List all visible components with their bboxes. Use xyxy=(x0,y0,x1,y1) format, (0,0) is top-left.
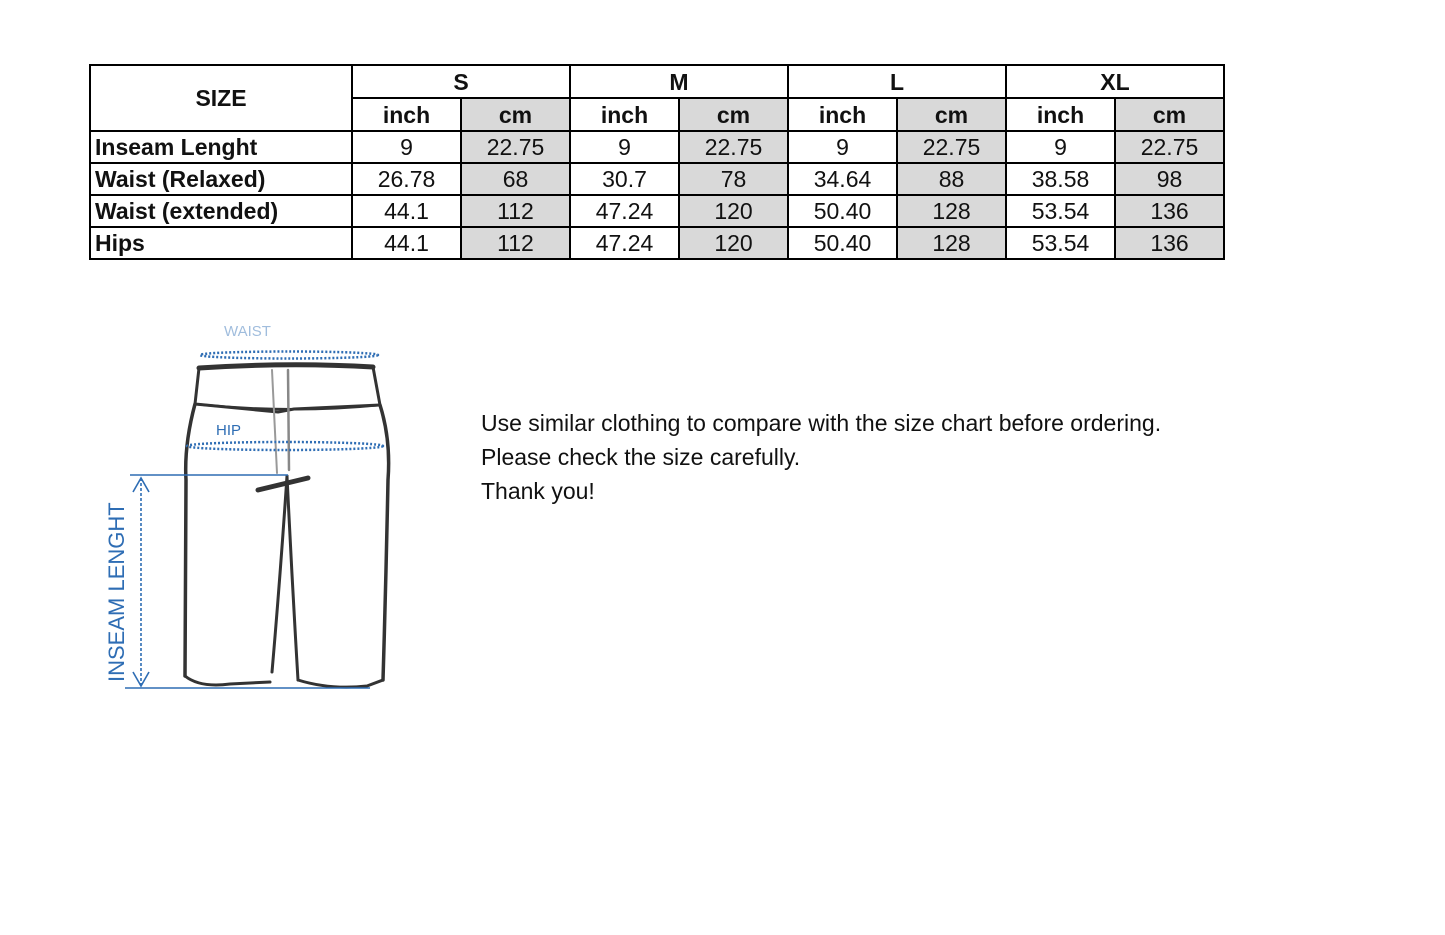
table-cell: 9 xyxy=(352,131,461,163)
table-cell: 53.54 xyxy=(1006,227,1115,259)
table-cell: 9 xyxy=(1006,131,1115,163)
table-cell: 50.40 xyxy=(788,227,897,259)
size-header-m: M xyxy=(570,65,788,98)
size-header-l: L xyxy=(788,65,1006,98)
table-cell: 22.75 xyxy=(897,131,1006,163)
table-cell: 88 xyxy=(897,163,1006,195)
table-cell: 38.58 xyxy=(1006,163,1115,195)
table-row xyxy=(90,227,1224,259)
size-header-s: S xyxy=(352,65,570,98)
table-cell: 112 xyxy=(461,227,570,259)
shorts-outline xyxy=(185,365,389,687)
table-cell: 128 xyxy=(897,227,1006,259)
table-cell: 44.1 xyxy=(352,195,461,227)
table-cell: 112 xyxy=(461,195,570,227)
inseam-label: INSEAM LENGHT xyxy=(104,502,129,682)
note-line-thanks: Thank you! xyxy=(481,478,595,504)
unit-header-inch: inch xyxy=(570,98,679,131)
row-label-waist-extended: Waist (extended) xyxy=(90,195,352,227)
hip-measure-ellipse xyxy=(187,442,383,450)
shorts-measurement-diagram xyxy=(95,300,435,700)
table-cell: 53.54 xyxy=(1006,195,1115,227)
unit-header-cm: cm xyxy=(1115,98,1224,131)
unit-header-cm: cm xyxy=(897,98,1006,131)
hip-label: HIP xyxy=(216,422,242,439)
size-table-body xyxy=(90,131,1224,259)
table-cell: 47.24 xyxy=(570,195,679,227)
note-line-compare: Use similar clothing to compare with the size chart before ordering. xyxy=(481,410,1162,436)
size-chart-table xyxy=(89,64,1225,260)
table-row xyxy=(90,195,1224,227)
table-cell: 50.40 xyxy=(788,195,897,227)
table-cell: 78 xyxy=(679,163,788,195)
table-cell: 68 xyxy=(461,163,570,195)
size-header-xl: XL xyxy=(1006,65,1224,98)
ordering-note xyxy=(481,406,1161,508)
row-label-hips: Hips xyxy=(90,227,352,259)
table-cell: 34.64 xyxy=(788,163,897,195)
size-header-row xyxy=(90,65,1224,98)
unit-header-inch: inch xyxy=(1006,98,1115,131)
table-cell: 22.75 xyxy=(461,131,570,163)
unit-header-inch: inch xyxy=(352,98,461,131)
table-cell: 136 xyxy=(1115,227,1224,259)
table-cell: 22.75 xyxy=(1115,131,1224,163)
size-corner-label: SIZE xyxy=(90,65,352,131)
table-cell: 9 xyxy=(570,131,679,163)
table-cell: 98 xyxy=(1115,163,1224,195)
table-cell: 22.75 xyxy=(679,131,788,163)
table-row xyxy=(90,131,1224,163)
table-cell: 44.1 xyxy=(352,227,461,259)
unit-header-cm: cm xyxy=(679,98,788,131)
table-cell: 128 xyxy=(897,195,1006,227)
row-label-waist-relaxed: Waist (Relaxed) xyxy=(90,163,352,195)
table-cell: 9 xyxy=(788,131,897,163)
note-line-check: Please check the size carefully. xyxy=(481,444,801,470)
row-label-inseam: Inseam Lenght xyxy=(90,131,352,163)
waist-measure-ellipse xyxy=(200,352,378,359)
table-cell: 47.24 xyxy=(570,227,679,259)
table-cell: 120 xyxy=(679,227,788,259)
table-cell: 136 xyxy=(1115,195,1224,227)
unit-header-inch: inch xyxy=(788,98,897,131)
table-cell: 26.78 xyxy=(352,163,461,195)
table-cell: 120 xyxy=(679,195,788,227)
unit-header-cm: cm xyxy=(461,98,570,131)
table-row xyxy=(90,163,1224,195)
table-cell: 30.7 xyxy=(570,163,679,195)
inseam-measure-arrow xyxy=(125,475,370,688)
